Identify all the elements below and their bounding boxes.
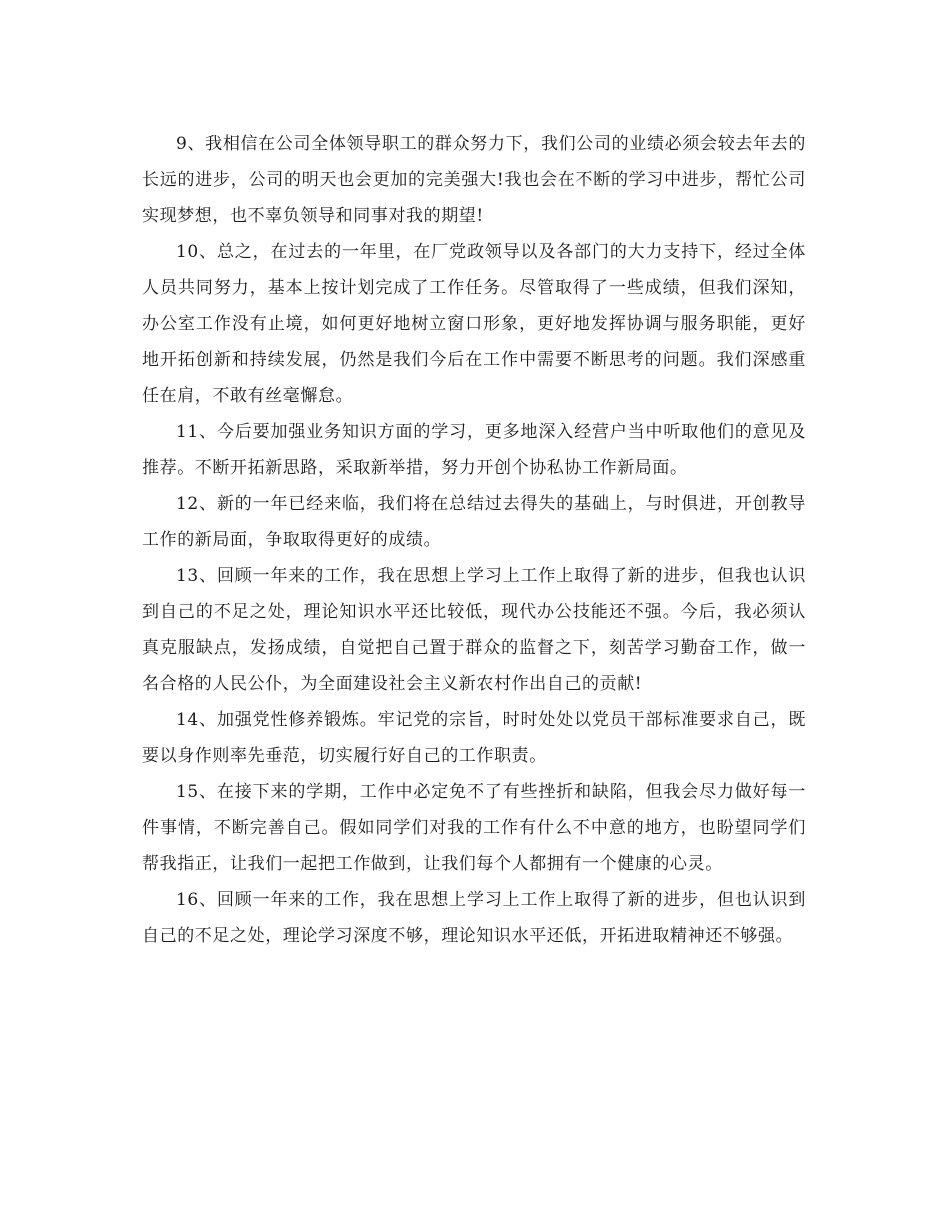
paragraph-11: 11、今后要加强业务知识方面的学习，更多地深入经营户当中听取他们的意见及推荐。不断开拓新思路，采取新举措，努力开创个协私协工作新局面。: [142, 422, 806, 478]
paragraph-9: 9、我相信在公司全体领导职工的群众努力下，我们公司的业绩必须会较去年去的长远的进步，公司的明天也会更加的完美强大!我也会在不断的学习中进步，帮忙公司实现梦想，也不辜负领导和同事对我的期望!: [142, 134, 806, 226]
document-body: [142, 126, 806, 954]
paragraph-12: 12、新的一年已经来临，我们将在总结过去得失的基础上，与时俱进，开创教导工作的新局面，争取取得更好的成绩。: [142, 494, 806, 550]
paragraph-16: 16、回顾一年来的工作，我在思想上学习上工作上取得了新的进步，但也认识到自己的不足之处，理论学习深度不够，理论知识水平还低，开拓进取精神还不够强。: [142, 890, 806, 946]
paragraph-13: 13、回顾一年来的工作，我在思想上学习上工作上取得了新的进步，但我也认识到自己的不足之处，理论知识水平还比较低，现代办公技能还不强。今后，我必须认真克服缺点，发扬成绩，自觉把自己置于群众的监督之下，刻苦学习勤奋工作，做一名合格的人民公仆，为全面建设社会主义新农村作出自己的贡献!: [142, 566, 806, 694]
paragraph-15: 15、在接下来的学期，工作中必定免不了有些挫折和缺陷，但我会尽力做好每一件事情，不断完善自己。假如同学们对我的工作有什么不中意的地方，也盼望同学们帮我指正，让我们一起把工作做到，让我们每个人都拥有一个健康的心灵。: [142, 782, 806, 874]
paragraph-10: 10、总之，在过去的一年里，在厂党政领导以及各部门的大力支持下，经过全体人员共同努力，基本上按计划完成了工作任务。尽管取得了一些成绩，但我们深知，办公室工作没有止境，如何更好地树立窗口形象，更好地发挥协调与服务职能，更好地开拓创新和持续发展，仍然是我们今后在工作中需要不断思考的问题。我们深感重任在肩，不敢有丝毫懈怠。: [142, 242, 806, 406]
paragraph-14: 14、加强党性修养锻炼。牢记党的宗旨，时时处处以党员干部标准要求自己，既要以身作则率先垂范，切实履行好自己的工作职责。: [142, 710, 806, 766]
